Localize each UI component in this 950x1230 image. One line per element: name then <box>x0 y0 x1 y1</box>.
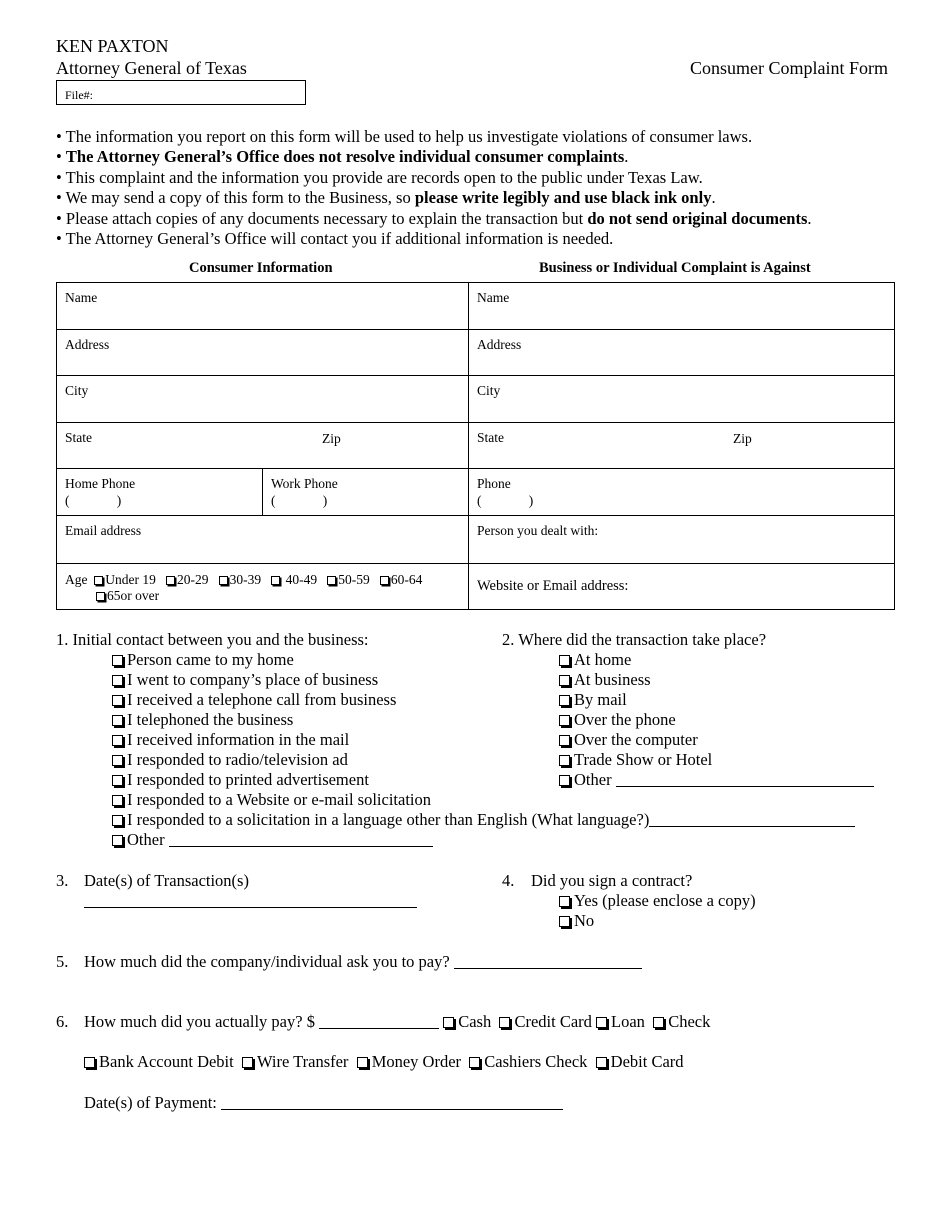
contract-yes-option[interactable]: Yes (please enclose a copy) <box>559 891 756 911</box>
checkbox-icon <box>112 795 123 806</box>
notice-item: • We may send a copy of this form to the Business, so please write legibly and use black ink only. <box>56 188 716 208</box>
checkbox-icon <box>559 715 570 726</box>
payment-method-option[interactable]: Cash <box>443 1012 491 1031</box>
notice-item: • Please attach copies of any documents necessary to explain the transaction but do not send original documents. <box>56 208 812 228</box>
age-option[interactable]: 60-64 <box>380 572 423 587</box>
checkbox-icon <box>559 755 570 766</box>
website-email-field[interactable]: Website or Email address: <box>469 564 895 610</box>
q1-option[interactable]: I responded to printed advertisement <box>112 770 369 790</box>
checkbox-icon <box>559 695 570 706</box>
checkbox-icon <box>112 695 123 706</box>
q5-row <box>84 952 642 972</box>
home-phone-field[interactable]: Home Phone ( ) <box>57 469 263 516</box>
consumer-address-field[interactable]: Address <box>57 330 469 376</box>
business-zip-label: Zip <box>733 431 752 446</box>
consumer-email-field[interactable]: Email address <box>57 516 469 564</box>
q6-number: 6. <box>56 1012 69 1031</box>
consumer-name-field[interactable]: Name <box>57 283 469 330</box>
notice-item: • The Attorney General’s Office does not resolve individual consumer complaints. <box>56 147 629 167</box>
business-phone-field[interactable]: Phone ( ) <box>469 469 895 516</box>
consumer-heading: Consumer Information <box>189 260 333 276</box>
q2-other-line[interactable] <box>616 786 874 787</box>
checkbox-icon <box>499 1017 510 1028</box>
checkbox-icon <box>271 576 280 585</box>
q3-number: 3. <box>56 871 69 890</box>
checkbox-icon <box>559 775 570 786</box>
q2-label: 2. Where did the transaction take place? <box>502 630 767 649</box>
payment-method-option[interactable]: Debit Card <box>596 1052 684 1071</box>
q5-number: 5. <box>56 952 69 971</box>
notice-item: • The Attorney General’s Office will contact you if additional information is needed. <box>56 229 614 249</box>
checkbox-icon <box>96 592 105 601</box>
transaction-date-line[interactable] <box>84 907 417 908</box>
q1-option[interactable]: I received information in the mail <box>112 730 349 750</box>
checkbox-icon <box>559 735 570 746</box>
q5-label: How much did the company/individual ask you to pay? <box>84 952 450 971</box>
checkbox-icon <box>166 576 175 585</box>
notice-list <box>56 127 812 249</box>
checkbox-icon <box>112 655 123 666</box>
payment-date-label: Date(s) of Payment: <box>84 1093 217 1112</box>
checkbox-icon <box>357 1057 368 1068</box>
ag-title: Attorney General of Texas <box>56 58 247 78</box>
age-option[interactable]: 40-49 <box>271 572 317 587</box>
checkbox-icon <box>242 1057 253 1068</box>
person-dealt-with-field[interactable]: Person you dealt with: <box>469 516 895 564</box>
age-option[interactable]: 50-59 <box>327 572 370 587</box>
q6-methods-row2 <box>84 1052 684 1072</box>
checkbox-icon <box>559 675 570 686</box>
business-name-field[interactable]: Name <box>469 283 895 330</box>
q2-option[interactable]: Over the phone <box>559 710 676 730</box>
checkbox-icon <box>112 755 123 766</box>
checkbox-icon <box>559 916 570 927</box>
q3-label: Date(s) of Transaction(s) <box>84 871 249 890</box>
payment-date-line[interactable] <box>221 1109 563 1110</box>
info-grid <box>56 282 895 610</box>
q1-option[interactable]: I went to company’s place of business <box>112 670 378 690</box>
business-heading: Business or Individual Complaint is Against <box>539 260 811 276</box>
q2-option[interactable]: At business <box>559 670 651 690</box>
language-line[interactable] <box>649 826 855 827</box>
checkbox-icon <box>443 1017 454 1028</box>
q6-row <box>84 1012 710 1032</box>
q1-other-line[interactable] <box>169 846 433 847</box>
age-option[interactable]: 65or over <box>96 588 159 603</box>
q2-option[interactable]: Over the computer <box>559 730 698 750</box>
checkbox-icon <box>112 735 123 746</box>
checkbox-icon <box>112 675 123 686</box>
q2-option[interactable]: By mail <box>559 690 627 710</box>
age-option[interactable]: Under 19 <box>94 572 156 587</box>
paid-amount-line[interactable] <box>319 1028 439 1029</box>
checkbox-icon <box>380 576 389 585</box>
work-phone-field[interactable]: Work Phone ( ) <box>263 469 469 516</box>
payment-method-option[interactable]: Bank Account Debit <box>84 1052 234 1071</box>
q6-label: How much did you actually pay? $ <box>84 1012 315 1031</box>
checkbox-icon <box>94 576 103 585</box>
notice-item: • This complaint and the information you provide are records open to the public under Texas Law. <box>56 167 703 187</box>
q1-option[interactable]: I responded to a Website or e-mail solicitation <box>112 790 431 810</box>
payment-method-option[interactable]: Cashiers Check <box>469 1052 587 1071</box>
payment-method-option[interactable]: Money Order <box>357 1052 461 1071</box>
contract-no-option[interactable]: No <box>559 911 594 931</box>
q2-option[interactable]: At home <box>559 650 631 670</box>
checkbox-icon <box>112 775 123 786</box>
checkbox-icon <box>84 1057 95 1068</box>
file-number-label: File#: <box>65 88 94 102</box>
age-option[interactable]: 20-29 <box>166 572 209 587</box>
q1-option[interactable]: Person came to my home <box>112 650 294 670</box>
q2-option[interactable]: Other <box>559 770 874 790</box>
consumer-city-field[interactable]: City <box>57 376 469 423</box>
checkbox-icon <box>112 835 123 846</box>
business-address-field[interactable]: Address <box>469 330 895 376</box>
business-city-field[interactable]: City <box>469 376 895 423</box>
payment-method-option[interactable]: Credit Card <box>499 1012 591 1031</box>
file-number-field[interactable] <box>56 80 306 105</box>
checkbox-icon <box>219 576 228 585</box>
q4-number: 4. <box>502 871 515 890</box>
ag-name: KEN PAXTON <box>56 36 169 56</box>
consumer-state-zip-field[interactable]: State Zip <box>57 423 469 469</box>
payment-date-row <box>84 1093 563 1113</box>
q2-option[interactable]: Trade Show or Hotel <box>559 750 712 770</box>
consumer-zip-label: Zip <box>322 431 341 446</box>
checkbox-icon <box>559 655 570 666</box>
q1-label: 1. Initial contact between you and the business: <box>56 630 369 649</box>
q1-option[interactable]: Other <box>112 830 433 850</box>
checkbox-icon <box>559 896 570 907</box>
q4-label: Did you sign a contract? <box>531 871 693 890</box>
checkbox-icon <box>596 1017 607 1028</box>
age-field: Age Under 19 20-29 30-39 40-49 50-59 60-64 65or over <box>57 564 469 610</box>
form-title: Consumer Complaint Form <box>690 58 888 78</box>
checkbox-icon <box>112 815 123 826</box>
checkbox-icon <box>653 1017 664 1028</box>
age-option[interactable]: 30-39 <box>219 572 262 587</box>
q1-option[interactable]: I telephoned the business <box>112 710 293 730</box>
payment-method-option[interactable]: Check <box>653 1012 710 1031</box>
checkbox-icon <box>469 1057 480 1068</box>
notice-item: • The information you report on this form will be used to help us investigate violations of consumer laws. <box>56 127 753 146</box>
checkbox-icon <box>596 1057 607 1068</box>
payment-method-option[interactable]: Loan <box>596 1012 645 1031</box>
checkbox-icon <box>327 576 336 585</box>
q1-option[interactable]: I responded to radio/television ad <box>112 750 348 770</box>
q1-option[interactable]: I received a telephone call from business <box>112 690 396 710</box>
q1-option[interactable]: I responded to a solicitation in a language other than English (What language?) <box>112 810 855 830</box>
checkbox-icon <box>112 715 123 726</box>
business-state-zip-field[interactable]: State Zip <box>469 423 895 469</box>
asked-amount-line[interactable] <box>454 968 642 969</box>
payment-method-option[interactable]: Wire Transfer <box>242 1052 348 1071</box>
